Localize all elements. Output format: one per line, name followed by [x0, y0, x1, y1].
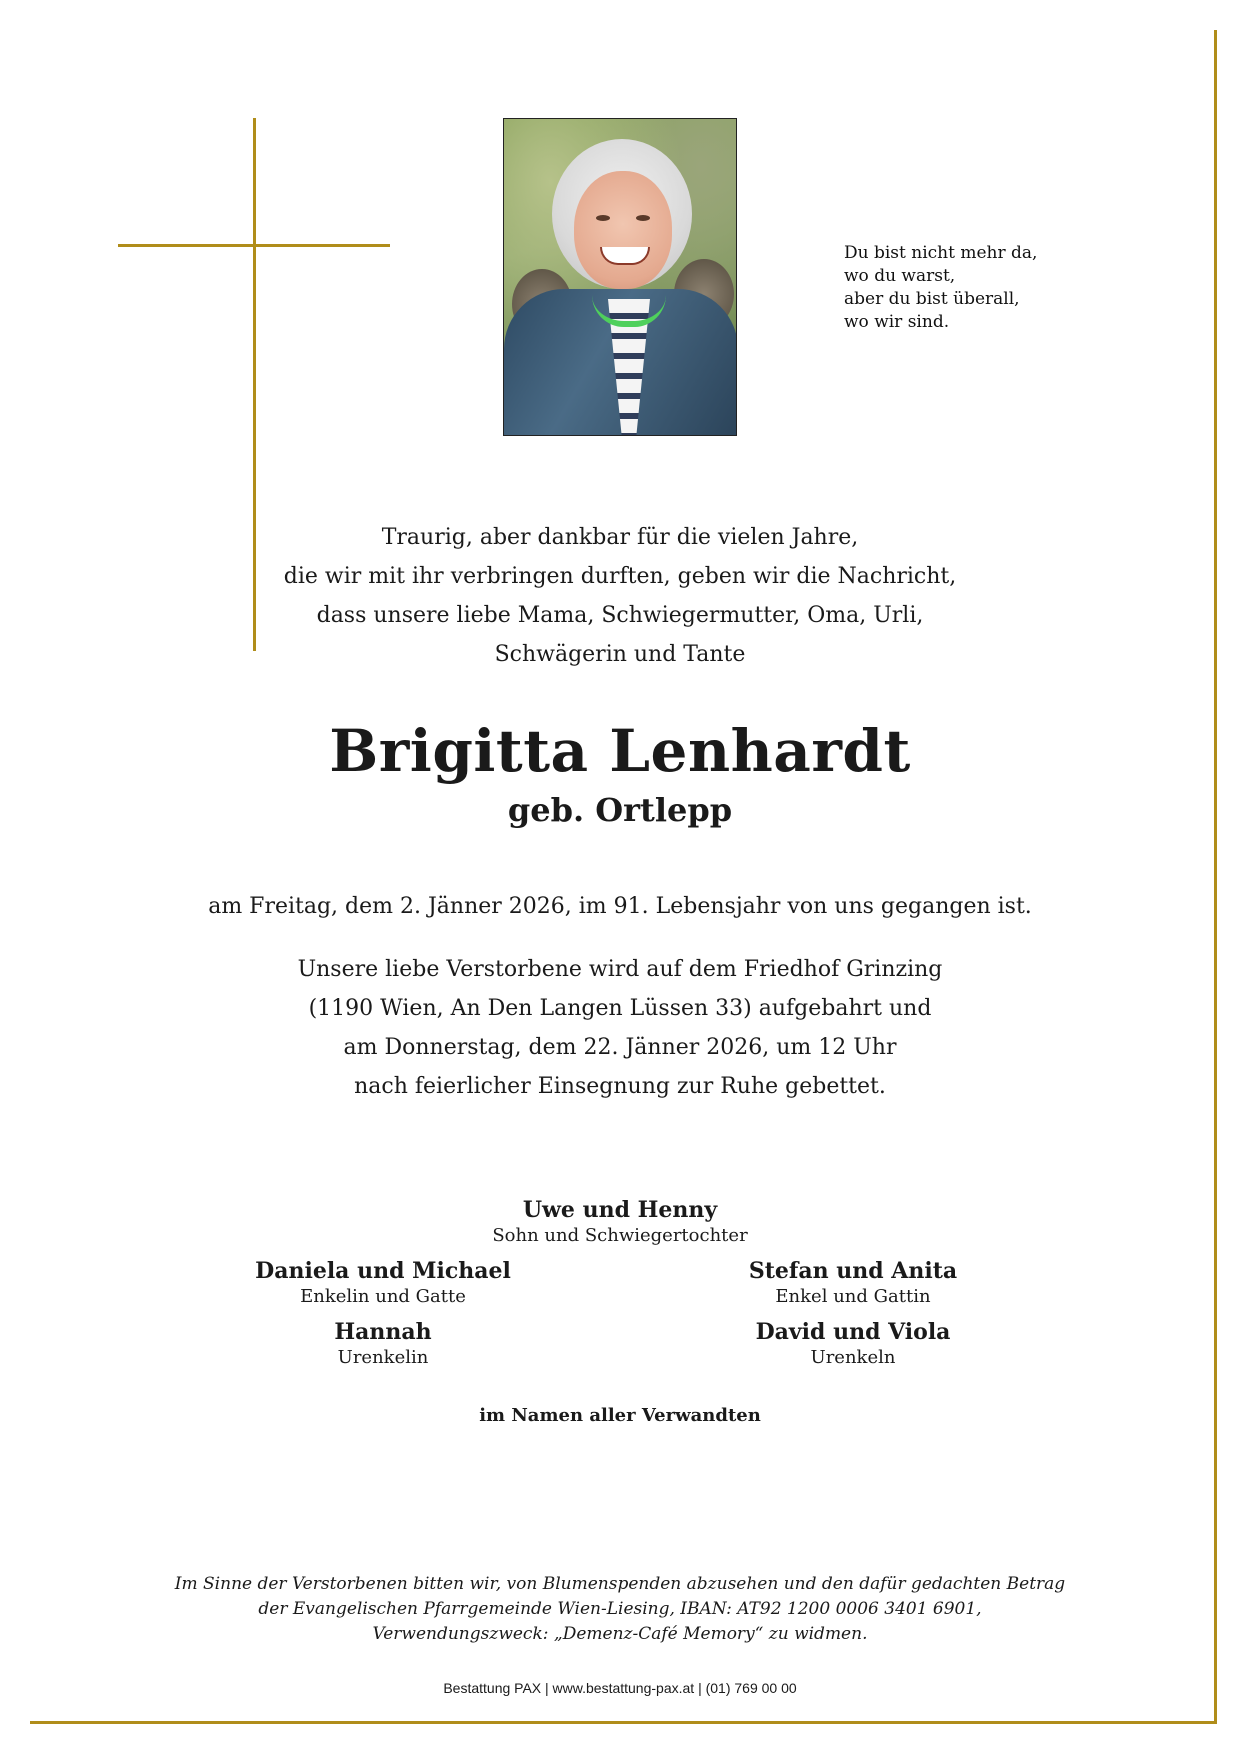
donation-line: Verwendungszweck: „Demenz-Café Memory“ zu widmen.: [372, 1624, 868, 1644]
intro-line: Schwägerin und Tante: [494, 642, 746, 667]
intro-line: die wir mit ihr verbringen durften, geben wir die Nachricht,: [283, 564, 957, 589]
burial-line: nach feierlicher Einsegnung zur Ruhe gebettet.: [354, 1074, 886, 1099]
donation-line: Im Sinne der Verstorbenen bitten wir, von Blumenspenden abzusehen und den dafür gedachten Betrag: [174, 1574, 1066, 1594]
funeral-home-footer: Bestattung PAX | www.bestattung-pax.at | (01) 769 00 00: [443, 1680, 797, 1696]
mourner-relation: Enkel und Gattin: [775, 1286, 931, 1307]
quote-line: wo wir sind.: [844, 312, 950, 332]
mourner-names: David und Viola: [755, 1319, 951, 1345]
mourner-names: Daniela und Michael: [255, 1258, 511, 1284]
intro-text: [0, 518, 1240, 674]
intro-line: Traurig, aber dankbar für die vielen Jahre,: [381, 525, 859, 550]
mourner-names: Stefan und Anita: [748, 1258, 958, 1284]
maiden-name: geb. Ortlepp: [507, 791, 733, 829]
deceased-name: Brigitta Lenhardt: [329, 717, 911, 785]
burial-line: (1190 Wien, An Den Langen Lüssen 33) aufgebahrt und: [308, 996, 932, 1021]
mourner-entry: [643, 1257, 1063, 1309]
burial-line: Unsere liebe Verstorbene wird auf dem Friedhof Grinzing: [297, 957, 943, 982]
mourner-entry: [173, 1257, 593, 1309]
death-notice: am Freitag, dem 2. Jänner 2026, im 91. Lebensjahr von uns gegangen ist.: [208, 894, 1032, 919]
mourner-entry: [173, 1318, 593, 1370]
mourner-relation: Urenkelin: [337, 1347, 429, 1368]
intro-line: dass unsere liebe Mama, Schwiegermutter, Oma, Urli,: [316, 603, 924, 628]
cross-horizontal-bar: [118, 244, 390, 247]
mourner-entry: [643, 1318, 1063, 1370]
quote-line: wo du warst,: [844, 266, 956, 286]
burial-line: am Donnerstag, dem 22. Jänner 2026, um 12 Uhr: [343, 1035, 897, 1060]
relatives-note: im Namen aller Verwandten: [479, 1405, 761, 1426]
donation-request: [0, 1572, 1240, 1647]
memorial-quote: [844, 242, 1174, 334]
mourner-relation: Enkelin und Gatte: [300, 1286, 466, 1307]
burial-info: [0, 950, 1240, 1106]
gold-border-right: [1214, 30, 1217, 1724]
mourner-names: Hannah: [334, 1319, 432, 1345]
mourner-names: Uwe und Henny: [522, 1197, 718, 1223]
quote-line: Du bist nicht mehr da,: [844, 243, 1038, 263]
mourner-relation: Urenkeln: [810, 1347, 896, 1368]
gold-border-bottom: [30, 1721, 1217, 1724]
donation-line: der Evangelischen Pfarrgemeinde Wien-Liesing, IBAN: AT92 1200 0006 3401 6901,: [258, 1599, 982, 1619]
mourner-relation: Sohn und Schwiegertochter: [492, 1225, 748, 1246]
portrait-photo: [503, 118, 737, 436]
mourner-entry: [410, 1196, 830, 1248]
quote-line: aber du bist überall,: [844, 289, 1020, 309]
